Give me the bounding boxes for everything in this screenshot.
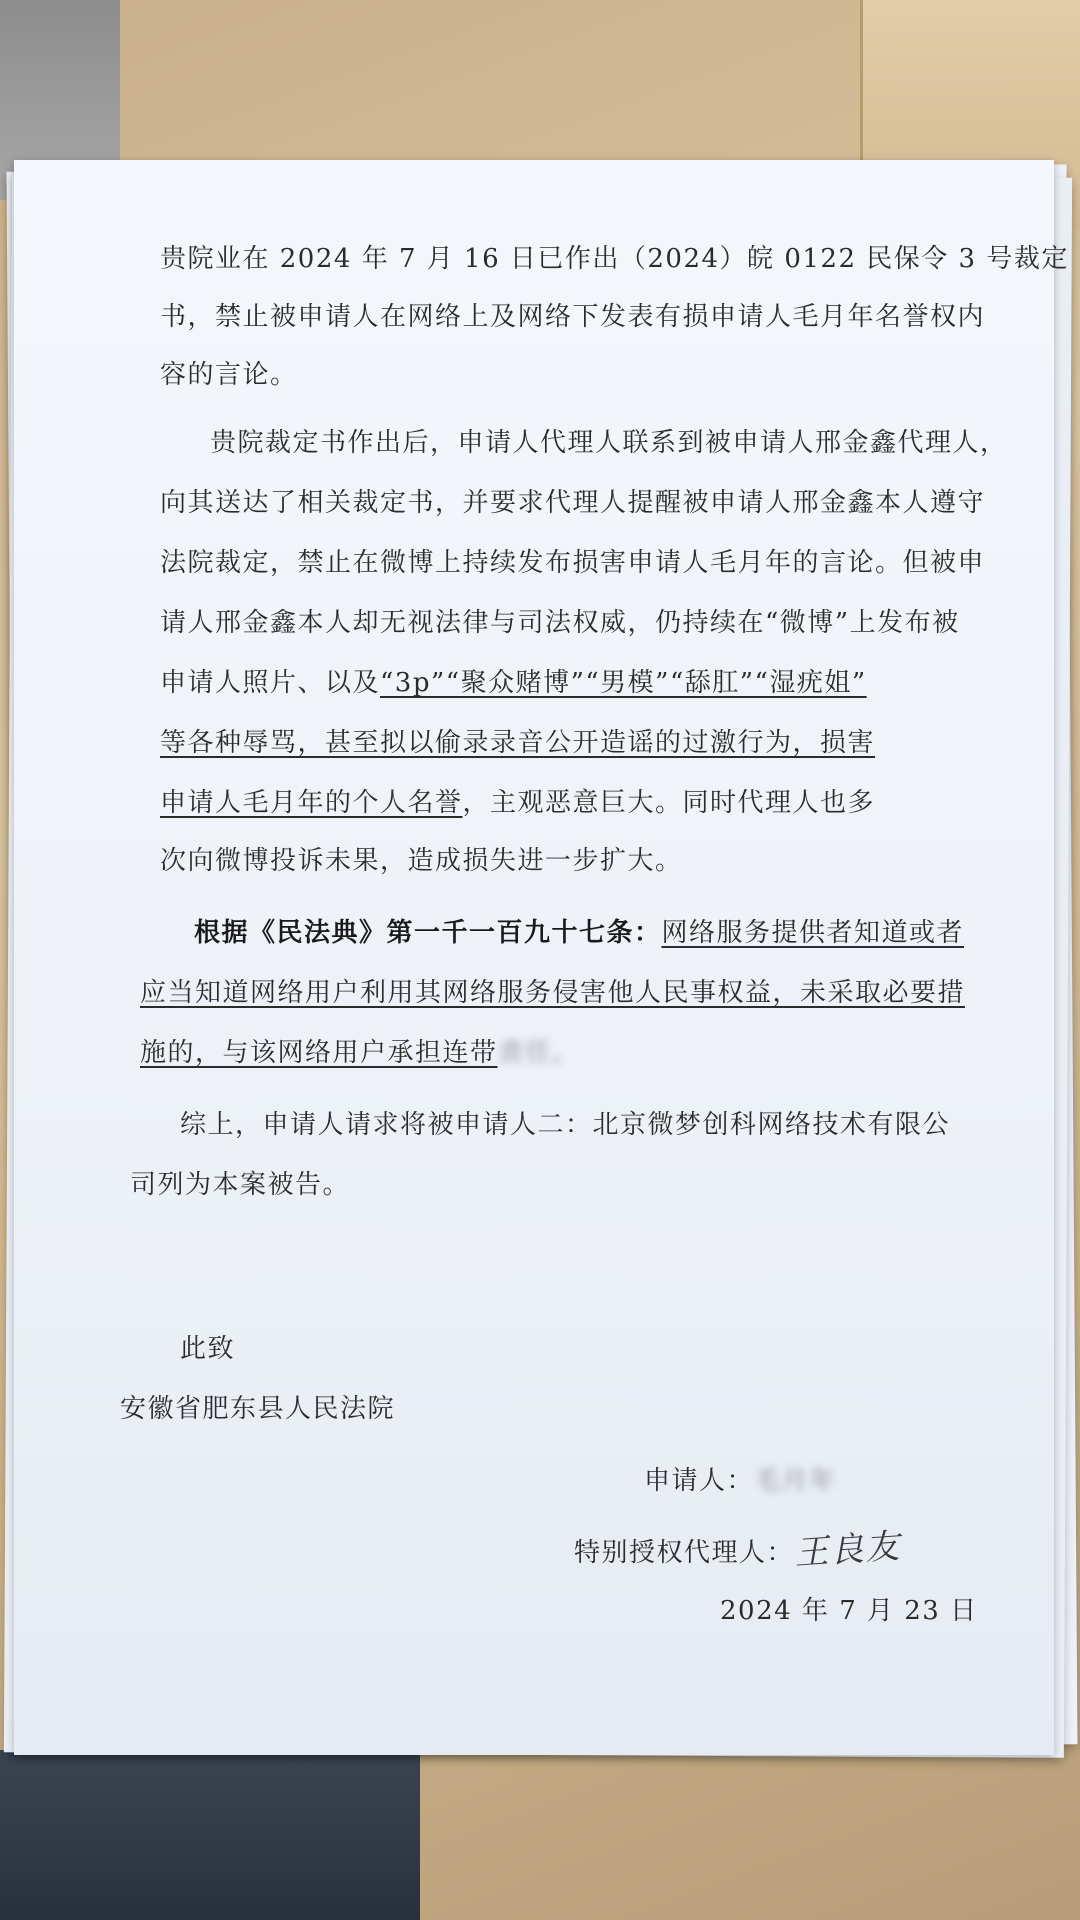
underlined-text: 应当知道网络用户利用其网络服务侵害他人民事权益，未采取必要措 <box>140 978 966 1008</box>
text-line: 司列为本案被告。 <box>130 1170 351 1200</box>
obscured-text: 责任。 <box>497 1038 581 1068</box>
document-date: 2024 年 7 月 23 日 <box>720 1596 978 1626</box>
underlined-text: 网络服务提供者知道或者 <box>661 918 965 948</box>
underlined-text: 等各种辱骂，甚至拟以偷录录音公开造谣的过激行为，损害 <box>160 728 876 758</box>
applicant-name-obscured: 毛月年 <box>754 1466 837 1496</box>
text-span: ，主观恶意巨大。同时代理人也多 <box>462 788 876 818</box>
text-line: 请人邢金鑫本人却无视法律与司法权威，仍持续在“微博”上发布被 <box>160 608 960 638</box>
text-line <box>140 1024 580 1082</box>
underlined-text: 申请人毛月年的个人名誉 <box>160 788 463 818</box>
salutation: 此致 <box>180 1334 236 1364</box>
text-line: 综上，申请人请求将被申请人二：北京微梦创科网络技术有限公 <box>180 1110 951 1140</box>
text-line <box>160 654 867 712</box>
text-line: 向其送达了相关裁定书，并要求代理人提醒被申请人邢金鑫本人遵守 <box>160 488 986 518</box>
handwritten-signature: 王良友 <box>792 1526 903 1574</box>
underlined-text: 施的，与该网络用户承担连带 <box>140 1038 498 1068</box>
text-line: 书，禁止被申请人在网络上及网络下发表有损申请人毛月年名誉权内 <box>160 302 986 332</box>
recipient-court: 安徽省肥东县人民法院 <box>120 1394 396 1424</box>
text-span: 申请人照片、以及 <box>160 668 381 698</box>
applicant-label: 申请人： <box>644 1466 755 1496</box>
document-body <box>14 160 1069 1755</box>
agent-line <box>574 1522 903 1574</box>
document-page <box>14 160 1069 1755</box>
text-line: 法院裁定，禁止在微博上持续发布损害申请人毛月年的言论。但被申 <box>160 548 986 578</box>
text-line: 次向微博投诉未果，造成损失进一步扩大。 <box>160 846 683 876</box>
text-line: 贵院业在 2024 年 7 月 16 日已作出（2024）皖 0122 民保令 3 号裁定 <box>160 244 1069 274</box>
background-shadow <box>0 1750 420 1920</box>
text-line <box>160 774 875 832</box>
agent-label: 特别授权代理人： <box>574 1538 795 1568</box>
bold-citation: 根据《民法典》第一千一百九十七条： <box>194 918 662 948</box>
text-line: 容的言论。 <box>160 360 298 390</box>
applicant-line <box>644 1460 837 1497</box>
text-line <box>194 904 964 962</box>
text-line: 贵院裁定书作出后，申请人代理人联系到被申请人邢金鑫代理人， <box>210 428 1008 458</box>
underlined-text: “3p”“聚众赌博”“男模”“舔肛”“湿疣姐” <box>380 668 867 698</box>
